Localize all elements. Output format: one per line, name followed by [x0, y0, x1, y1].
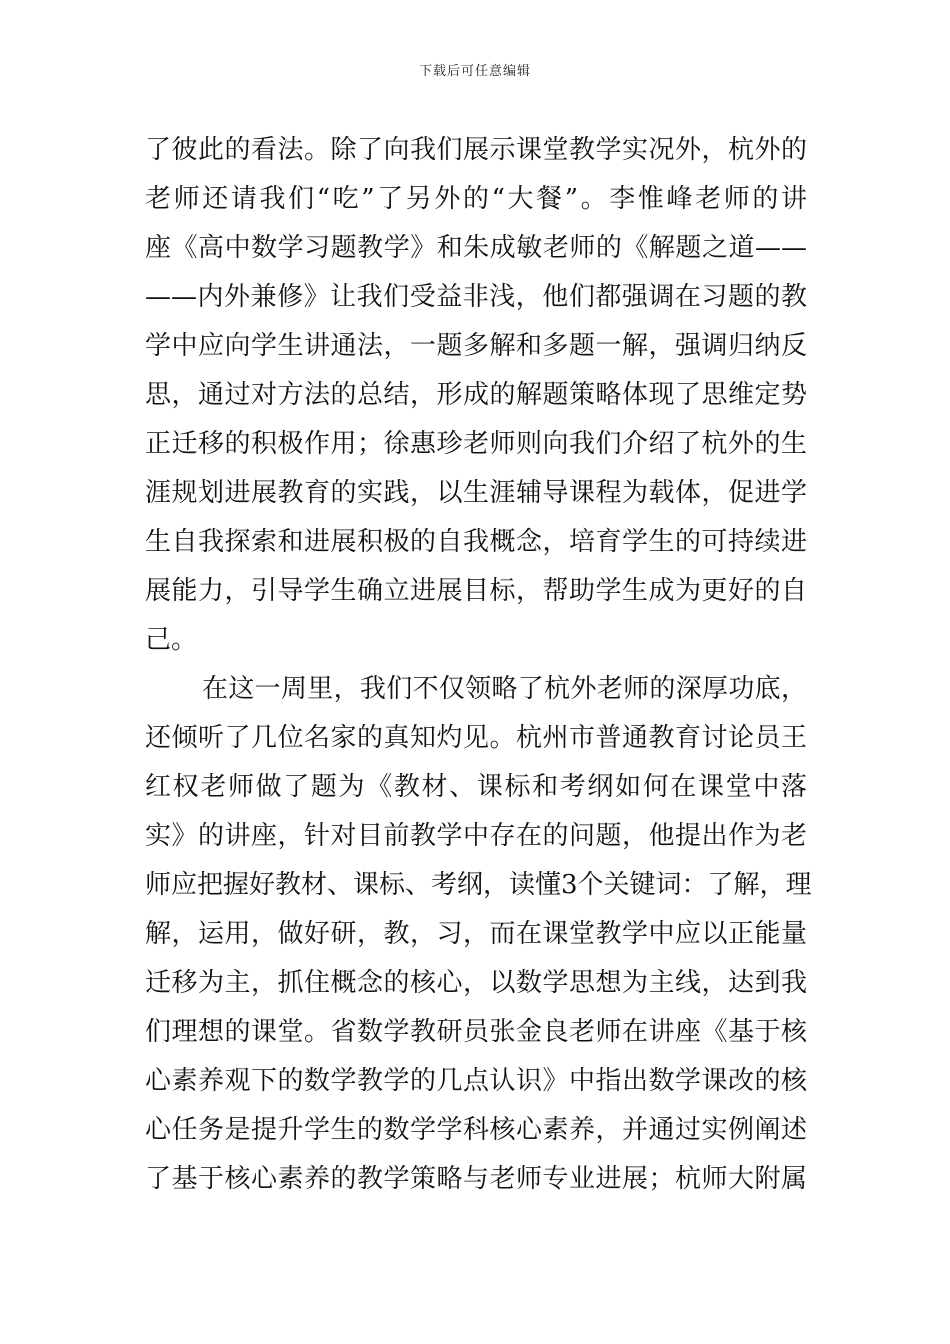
- text-line: 师应把握好教材、课标、考纲，读懂3个关键词：了解，理: [145, 870, 812, 900]
- text-line: 心素养观下的数学教学的几点认识》中指出数学课改的核: [145, 1066, 807, 1096]
- text-line: 红权老师做了题为《教材、课标和考纲如何在课堂中落: [145, 772, 807, 802]
- text-line: 己。: [145, 625, 198, 655]
- text-line: 生自我探索和进展积极的自我概念，培育学生的可持续进: [145, 527, 807, 557]
- text-line: 还倾听了几位名家的真知灼见。杭州市普通教育讨论员王: [145, 723, 807, 753]
- text-line: 心任务是提升学生的数学学科核心素养，并通过实例阐述: [145, 1115, 807, 1145]
- text-line: 了彼此的看法。除了向我们展示课堂教学实况外，杭外的: [145, 135, 807, 165]
- text-line: 实》的讲座，针对目前教学中存在的问题，他提出作为老: [145, 821, 807, 851]
- paragraph-1: [145, 126, 807, 665]
- text-line: 老师还请我们“吃”了另外的“大餐”。李惟峰老师的讲: [145, 184, 807, 214]
- document-body: [145, 126, 812, 1204]
- text-line: 在这一周里，我们不仅领略了杭外老师的深厚功底，: [202, 674, 807, 704]
- text-line: 解，运用，做好研，教，习，而在课堂教学中应以正能量: [145, 919, 807, 949]
- page-header-note: 下载后可任意编辑: [418, 64, 531, 79]
- text-line: 展能力，引导学生确立进展目标，帮助学生成为更好的自: [145, 576, 807, 606]
- text-line: ——内外兼修》让我们受益非浅，他们都强调在习题的教: [145, 282, 807, 312]
- paragraph-2: [145, 665, 812, 1204]
- text-line: 们理想的课堂。省数学教研员张金良老师在讲座《基于核: [145, 1017, 807, 1047]
- text-line: 学中应向学生讲通法，一题多解和多题一解，强调归纳反: [145, 331, 807, 361]
- text-line: 座《高中数学习题教学》和朱成敏老师的《解题之道——: [145, 233, 807, 263]
- text-line: 涯规划进展教育的实践，以生涯辅导课程为载体，促进学: [145, 478, 807, 508]
- text-line: 正迁移的积极作用；徐惠珍老师则向我们介绍了杭外的生: [145, 429, 807, 459]
- text-line: 迁移为主，抓住概念的核心，以数学思想为主线，达到我: [145, 968, 807, 998]
- text-line: 思，通过对方法的总结，形成的解题策略体现了思维定势: [145, 380, 807, 410]
- text-line: 了基于核心素养的教学策略与老师专业进展；杭师大附属: [145, 1164, 807, 1194]
